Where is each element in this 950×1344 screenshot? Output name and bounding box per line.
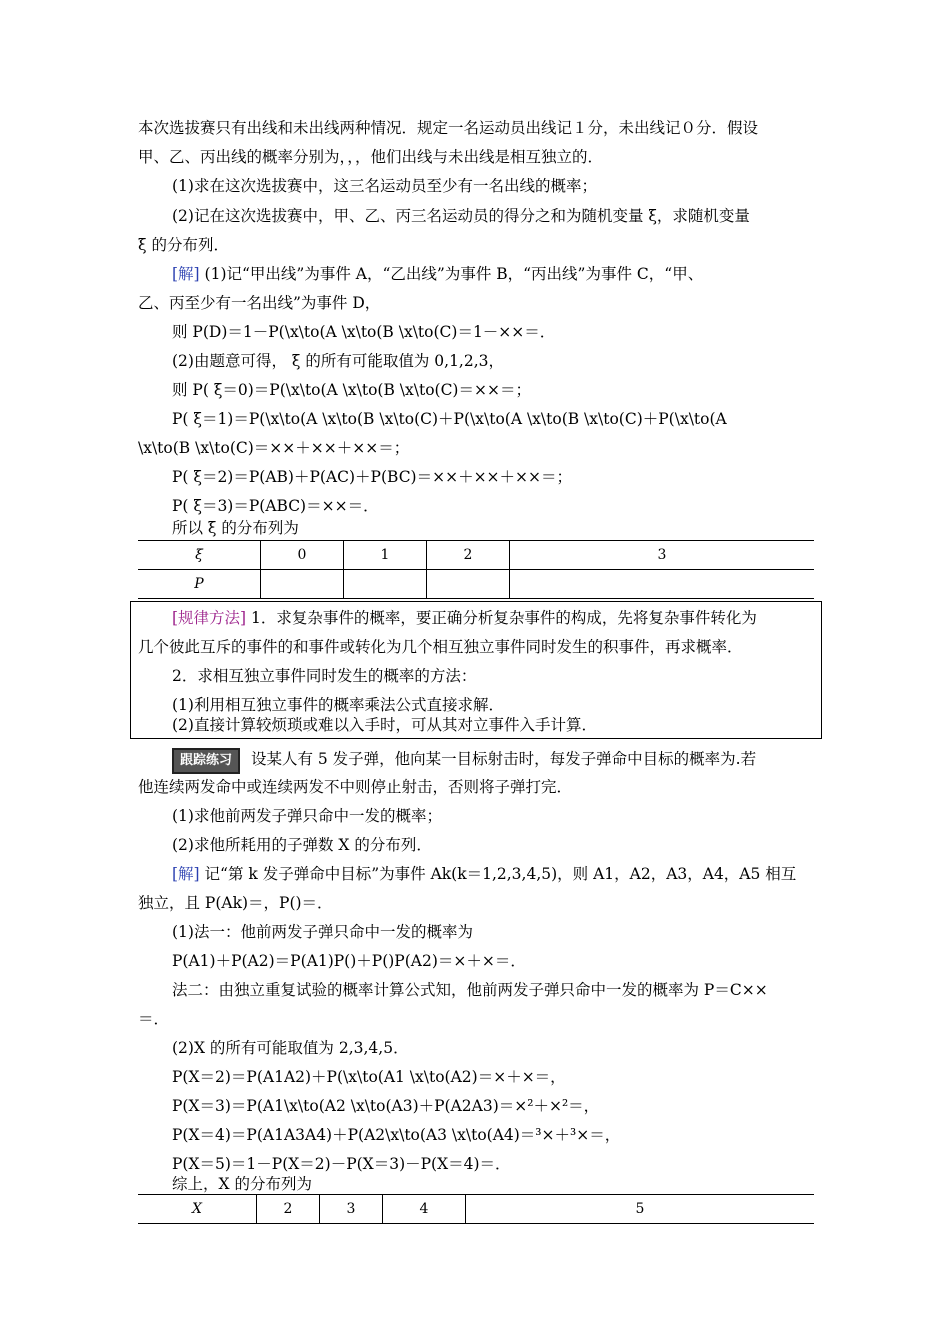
formula-line: P(X＝5)＝1－P(X＝2)－P(X＝3)－P(X＝4)＝． — [172, 1155, 511, 1173]
distribution-table-x — [138, 1194, 814, 1224]
formula-line: 则 P(D)＝1－P(\x\to(A \x\to(B \x\to(C)＝1－××＝． — [172, 323, 556, 341]
table-row — [138, 541, 814, 570]
method-line — [172, 608, 757, 628]
practice-text: 设某人有 5 发子弹，他向某一目标射击时，每发子弹命中目标的概率为.若 — [250, 750, 757, 768]
table-cell — [510, 570, 815, 599]
method-text: 2．求相互独立事件同时发生的概率的方法： — [172, 667, 477, 685]
table-cell: 1 — [344, 541, 427, 570]
solution-text: 独立，且 P(Ak)＝，P()＝． — [138, 894, 333, 912]
formula-line: P(X＝4)＝P(A1A3A4)＋P(A2\x\to(A3 \x\to(A4)＝³×＋³×＝， — [172, 1126, 621, 1144]
table-cell — [344, 570, 427, 599]
table-cell: 3 — [510, 541, 815, 570]
formula-line: P( ξ＝3)＝P(ABC)＝××＝． — [172, 497, 379, 515]
formula-line: P(X＝3)＝P(A1\x\to(A2 \x\to(A3)＋P(A2A3)＝×²＋×²＝， — [172, 1097, 600, 1115]
question-2: (2)记在这次选拔赛中，甲、乙、丙三名运动员的得分之和为随机变量 ξ，求随机变量 — [172, 207, 750, 225]
method-text: 1．求复杂事件的概率，要正确分析复杂事件的构成，先将复杂事件转化为 — [251, 609, 757, 627]
solution-tag: [解] — [172, 265, 200, 283]
table-cell: 5 — [466, 1195, 815, 1224]
table-cell: ξ — [138, 541, 261, 570]
table-row — [138, 1195, 814, 1224]
practice-badge: 跟踪练习 — [172, 748, 240, 774]
question-1: (1)求他前两发子弹只命中一发的概率； — [172, 807, 442, 825]
solution-text: 法二：由独立重复试验的概率计算公式知，他前两发子弹只命中一发的概率为 P＝C×× — [172, 981, 768, 999]
practice-line — [172, 748, 756, 774]
solution-text: (1)记“甲出线”为事件 A，“乙出线”为事件 B，“丙出线”为事件 C，“甲、 — [204, 265, 704, 283]
method-text: (2)直接计算较烦琐或难以入手时，可从其对立事件入手计算． — [172, 716, 597, 734]
table-cell — [261, 570, 344, 599]
formula-line: \x\to(B \x\to(C)＝××＋××＋××＝； — [138, 439, 410, 457]
table-row — [138, 570, 814, 599]
solution-text: (2)由题意可得， ξ 的所有可能取值为 0,1,2,3， — [172, 352, 505, 370]
question-1: (1)求在这次选拔赛中，这三名运动员至少有一名出线的概率； — [172, 177, 597, 195]
solution-tag: [解] — [172, 865, 200, 883]
solution-text: 乙、丙至少有一名出线”为事件 D， — [138, 294, 381, 312]
question-2: (2)求他所耗用的子弹数 X 的分布列． — [172, 836, 432, 854]
formula-line: P( ξ＝1)＝P(\x\to(A \x\to(B \x\to(C)＋P(\x\to(A \x\to(B \x\to(C)＋P(\x\to(A — [172, 410, 727, 428]
table-cell: 3 — [320, 1195, 383, 1224]
table-cell: 2 — [427, 541, 510, 570]
solution-text: 记“第 k 发子弹命中目标”为事件 Ak(k＝1,2,3,4,5)，则 A1，A2，A3，A4，A5 相互 — [204, 865, 797, 883]
formula-line: P( ξ＝2)＝P(AB)＋P(AC)＋P(BC)＝××＋××＋××＝； — [172, 468, 573, 486]
solution-text: (1)法一：他前两发子弹只命中一发的概率为 — [172, 923, 473, 941]
table-cell: P — [194, 576, 204, 592]
table-cell — [427, 570, 510, 599]
distribution-table-xi — [138, 540, 814, 599]
table-cell: 0 — [261, 541, 344, 570]
formula-line: P(X＝2)＝P(A1A2)＋P(\x\to(A1 \x\to(A2)＝×＋×＝， — [172, 1068, 566, 1086]
table-cell: 2 — [257, 1195, 320, 1224]
practice-text: 他连续两发命中或连续两发不中则停止射击，否则将子弹打完． — [138, 778, 573, 796]
solution-text: ＝． — [138, 1010, 170, 1028]
solution-line — [172, 264, 703, 284]
solution-line — [172, 864, 796, 884]
method-text: 几个彼此互斥的事件的和事件或转化为几个相互独立事件同时发生的积事件，再求概率． — [138, 638, 743, 656]
problem-text: 甲、乙、丙出线的概率分别为，，，他们出线与未出线是相互独立的． — [138, 148, 604, 166]
question-2-cont: ξ 的分布列． — [138, 236, 229, 254]
table-cell: 4 — [383, 1195, 466, 1224]
problem-text: 本次选拔赛只有出线和未出线两种情况．规定一名运动员出线记１分，未出线记０分．假设 — [138, 119, 759, 137]
solution-text: 所以 ξ 的分布列为 — [172, 519, 299, 537]
method-tag: [规律方法] — [172, 609, 247, 627]
formula-line: P(A1)＋P(A2)＝P(A1)P()＋P()P(A2)＝×＋×＝． — [172, 952, 526, 970]
solution-text: 综上，X 的分布列为 — [172, 1175, 312, 1193]
method-text: (1)利用相互独立事件的概率乘法公式直接求解． — [172, 696, 504, 714]
formula-line: 则 P( ξ＝0)＝P(\x\to(A \x\to(B \x\to(C)＝××＝； — [172, 381, 531, 399]
solution-text: (2)X 的所有可能取值为 2,3,4,5． — [172, 1039, 409, 1057]
table-cell: X — [192, 1201, 202, 1217]
